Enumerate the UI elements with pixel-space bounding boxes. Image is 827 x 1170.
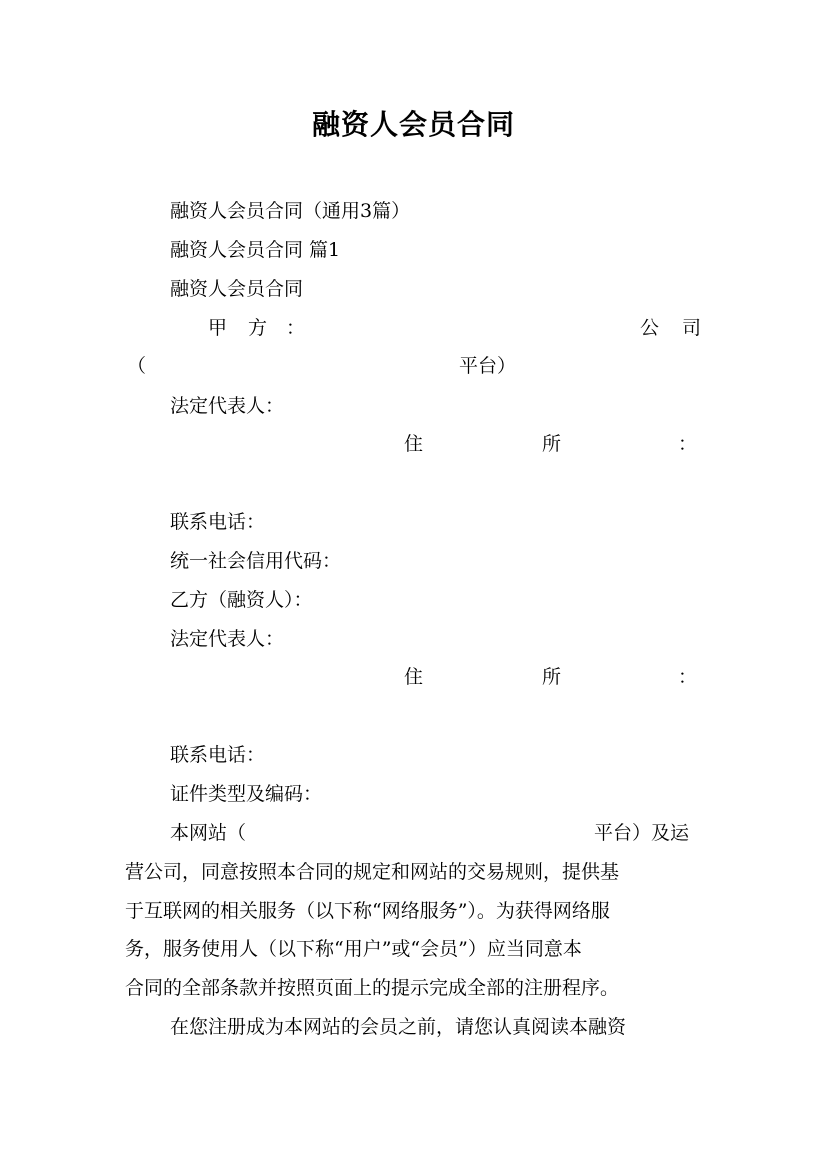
party-b-id-type: 证件类型及编码： bbox=[170, 783, 323, 805]
paragraph-1-line-4: 务，服务使用人（以下称“用户”或“会员”）应当同意本 bbox=[125, 938, 582, 960]
party-a-credit-code: 统一社会信用代码： bbox=[170, 550, 342, 572]
party-a-fang: 方 bbox=[248, 317, 268, 339]
party-a-jia: 甲 bbox=[208, 317, 228, 339]
contract-name: 融资人会员合同 bbox=[170, 278, 304, 300]
paragraph-1-line-2: 营公司，同意按照本合同的规定和网站的交易规则，提供基 bbox=[125, 861, 620, 883]
platform-close: 平台） bbox=[459, 355, 517, 377]
paragraph-1-line-5: 合同的全部条款并按照页面上的提示完成全部的注册程序。 bbox=[125, 977, 620, 999]
party-a-colon: ： bbox=[286, 317, 306, 339]
party-b-addr-suo: 所 bbox=[542, 666, 562, 688]
party-a-addr-suo: 所 bbox=[542, 433, 562, 455]
document-title: 融资人会员合同 bbox=[311, 108, 515, 141]
party-a-gong: 公 bbox=[640, 317, 660, 339]
party-a-phone: 联系电话： bbox=[170, 511, 266, 533]
party-a-addr-colon: ： bbox=[678, 433, 698, 455]
section-heading: 融资人会员合同 篇1 bbox=[170, 239, 341, 261]
toc-line: 融资人会员合同（通用3篇） bbox=[170, 200, 411, 222]
paragraph-2-line-1: 在您注册成为本网站的会员之前，请您认真阅读本融资 bbox=[170, 1016, 627, 1038]
party-b-phone: 联系电话： bbox=[170, 744, 266, 766]
party-a-si: 司 bbox=[682, 317, 702, 339]
party-b-addr-zhu: 住 bbox=[404, 666, 424, 688]
party-a-legal-rep: 法定代表人： bbox=[170, 395, 285, 417]
party-a-addr-zhu: 住 bbox=[404, 433, 424, 455]
platform-open: （ bbox=[127, 355, 147, 377]
party-b-addr-colon: ： bbox=[678, 666, 698, 688]
party-b-label: 乙方（融资人）： bbox=[170, 589, 313, 611]
paragraph-1-line-3: 于互联网的相关服务（以下称“网络服务”）。为获得网络服 bbox=[125, 900, 610, 922]
paragraph-1-start: 本网站（ bbox=[170, 822, 247, 844]
paragraph-1-end: 平台）及运 bbox=[594, 822, 690, 844]
party-b-legal-rep: 法定代表人： bbox=[170, 628, 285, 650]
